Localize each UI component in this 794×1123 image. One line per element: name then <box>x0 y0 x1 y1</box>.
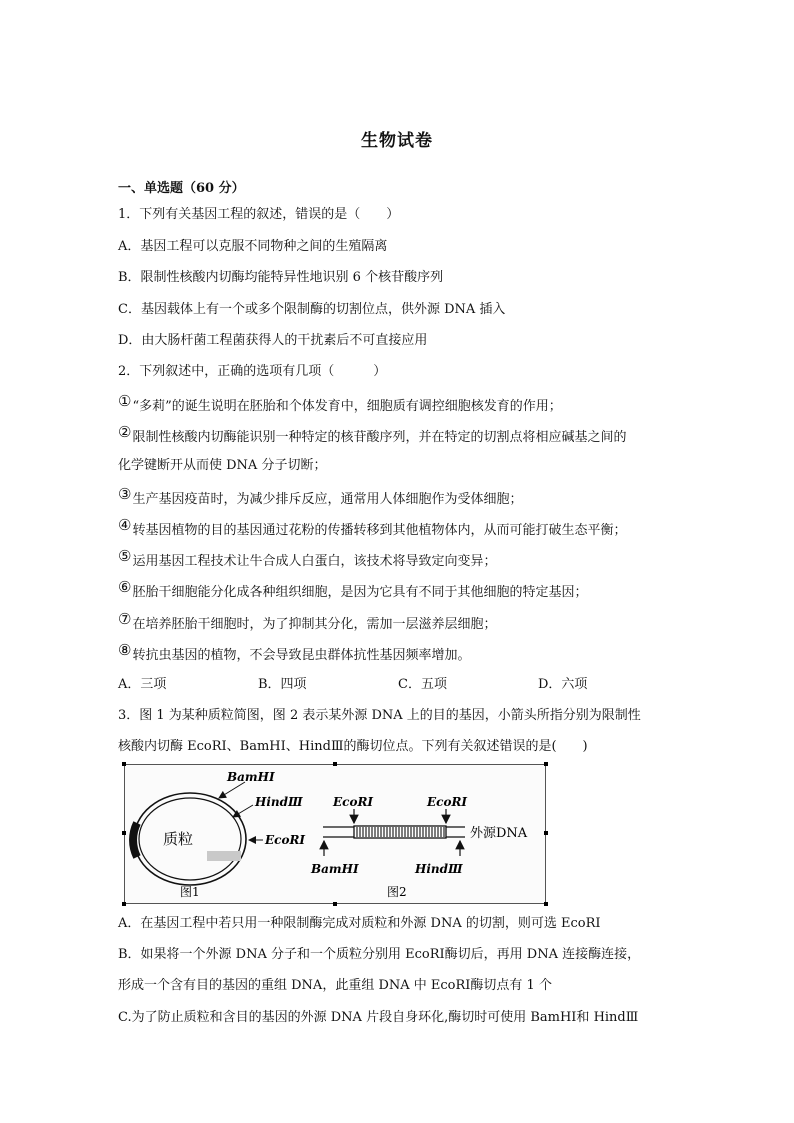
blurred-label <box>207 851 241 861</box>
fig1-caption: 图1 <box>180 885 200 899</box>
statement-text: 转基因植物的目的基因通过花粉的传播转移到其他植物体内，从而可能打破生态平衡； <box>132 523 627 538</box>
question-2-option-b: B．四项 <box>258 677 307 692</box>
statement-7 <box>118 610 497 634</box>
foreign-dna-label: 外源DNA <box>470 826 528 841</box>
statement-text: 生产基因疫苗时，为减少排斥反应，通常用人体细胞作为受体细胞； <box>132 492 523 507</box>
statement-number: ⑦ <box>118 610 132 628</box>
statement-text: 限制性核酸内切酶能识别一种特定的核苷酸序列，并在特定的切割点将相应碱基之间的 <box>132 430 627 445</box>
statement-number: ④ <box>118 516 132 534</box>
question-1-option-a: A．基因工程可以克服不同物种之间的生殖隔离 <box>118 239 388 254</box>
statement-number: ⑥ <box>118 578 132 596</box>
question-2-option-a: A．三项 <box>118 677 167 692</box>
fig2-ecor1-left: EcoRⅠ <box>333 795 374 809</box>
fig2-hind3: HindⅢ <box>415 862 463 876</box>
fig2-bamh1: BamHⅠ <box>311 862 359 876</box>
question-2-option-d: D．六项 <box>538 677 588 692</box>
statement-6 <box>118 578 588 602</box>
statement-text: 转抗虫基因的植物，不会导致昆虫群体抗性基因频率增加。 <box>132 648 471 663</box>
question-3-option-c: C.为了防止质粒和含目的基因的外源 DNA 片段自身环化,酶切时可使用 BamHⅠ和 HindⅢ <box>118 1010 639 1025</box>
statement-text: 在培养胚胎干细胞时，为了抑制其分化，需加一层滋养层细胞； <box>132 617 497 632</box>
plasmid-label: 质粒 <box>163 830 194 848</box>
bamh1-label: BamHⅠ <box>227 770 275 784</box>
foreign-dna-diagram <box>323 809 465 856</box>
question-2-option-c: C．五项 <box>398 677 447 692</box>
statement-4 <box>118 516 627 540</box>
statement-2-continued: 化学键断开从而使 DNA 分子切断； <box>118 458 327 473</box>
question-1-stem: 1．下列有关基因工程的叙述，错误的是（ ） <box>118 207 400 222</box>
fig2-caption: 图2 <box>387 885 407 899</box>
statement-5 <box>118 547 497 571</box>
statement-1 <box>118 392 562 416</box>
statement-text: 运用基因工程技术让牛合成人白蛋白，该技术将导致定向变异； <box>132 554 497 569</box>
ecor1-label: EcoRⅠ <box>265 833 306 847</box>
question-1-option-b: B．限制性核酸内切酶均能特异性地识别 6 个核苷酸序列 <box>118 270 444 285</box>
question-1-option-c: C．基因载体上有一个或多个限制酶的切割位点，供外源 DNA 插入 <box>118 302 506 317</box>
statement-number: ③ <box>118 485 132 503</box>
page-title: 生物试卷 <box>361 131 433 151</box>
statement-number: ⑤ <box>118 547 132 565</box>
statement-8 <box>118 641 471 665</box>
statement-number: ⑧ <box>118 641 132 659</box>
question-3-stem-line-1: 3．图 1 为某种质粒简图，图 2 表示某外源 DNA 上的目的基因，小箭头所指分别为限制性 <box>118 708 641 723</box>
question-2-options <box>118 676 678 694</box>
statement-2 <box>118 423 627 447</box>
question-3-stem-line-2: 核酸内切酶 EcoRⅠ、BamHⅠ、HindⅢ的酶切位点。下列有关叙述错误的是( ) <box>118 739 588 754</box>
statement-text: 胚胎干细胞能分化成各种组织细胞，是因为它具有不同于其他细胞的特定基因； <box>132 585 588 600</box>
hind3-label: HindⅢ <box>255 795 303 809</box>
section-heading: 一、单选题（60 分） <box>118 181 245 196</box>
question-3-option-b-continued: 形成一个含有目的基因的重组 DNA，此重组 DNA 中 EcoRⅠ酶切点有 1 个 <box>118 978 552 993</box>
question-3-option-b: B．如果将一个外源 DNA 分子和一个质粒分别用 EcoRⅠ酶切后，再用 DNA 连接酶连接， <box>118 947 641 962</box>
question-3-option-a: A．在基因工程中若只用一种限制酶完成对质粒和外源 DNA 的切割，则可选 EcoRⅠ <box>118 916 601 931</box>
statement-text: “多莉”的诞生说明在胚胎和个体发育中，细胞质有调控细胞核发育的作用； <box>132 399 562 414</box>
statement-3 <box>118 485 523 509</box>
plasmid-diagram <box>133 782 263 885</box>
statement-number: ① <box>118 392 132 410</box>
question-2-stem: 2．下列叙述中，正确的选项有几项（ ） <box>118 364 387 379</box>
statement-number: ② <box>118 423 132 441</box>
fig2-ecor1-right: EcoRⅠ <box>427 795 468 809</box>
question-1-option-d: D．由大肠杆菌工程菌获得人的干扰素后不可直接应用 <box>118 333 428 348</box>
plasmid-dna-figure <box>124 764 546 904</box>
